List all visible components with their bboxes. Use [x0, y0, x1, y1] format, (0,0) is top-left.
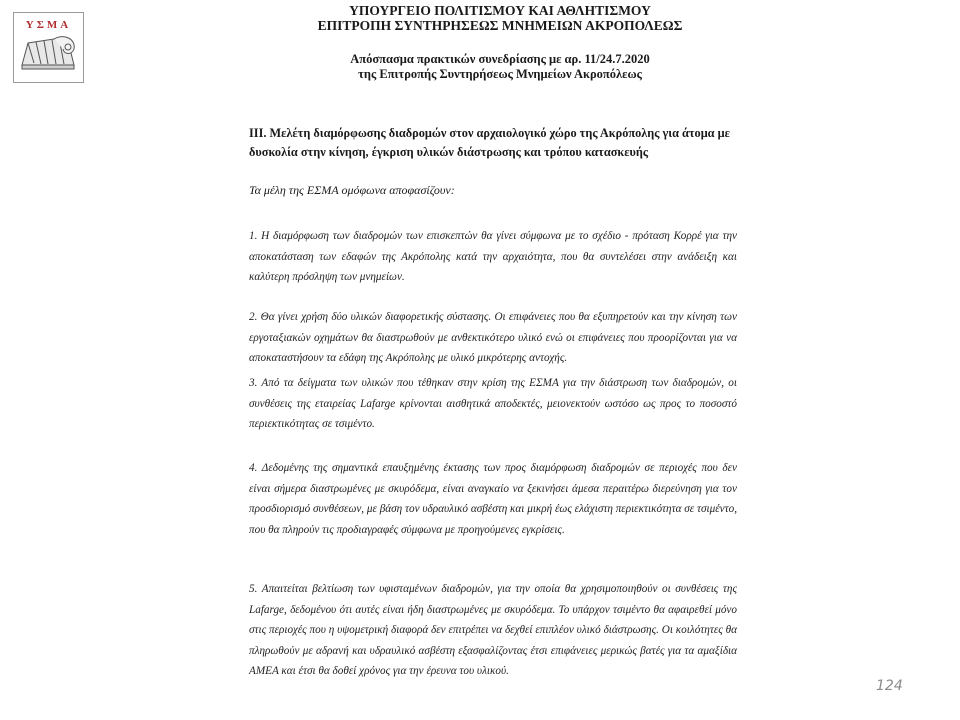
- decision-paragraph-1: 1. Η διαμόρφωση των διαδρομών των επισκεπτών θα γίνει σύμφωνα με το σχέδιο - πρόταση Κορρέ για την αποκατάσταση των εδαφών της Ακρόπολης κατά την αρχαιότητα, που θα συντελέσει στην ανάδειξη και καλύτερη πρόσληψη των μνημείων.: [249, 230, 737, 283]
- page-number: 124: [876, 678, 903, 694]
- ministry-heading: ΥΠΟΥΡΓΕΙΟ ΠΟΛΙΤΙΣΜΟΥ ΚΑΙ ΑΘΛΗΤΙΣΜΟΥ: [349, 3, 651, 18]
- committee-heading: ΕΠΙΤΡΟΠΗ ΣΥΝΤΗΡΗΣΕΩΣ ΜΝΗΜΕΙΩΝ ΑΚΡΟΠΟΛΕΩΣ: [317, 18, 683, 33]
- decision-paragraph-2: 2. Θα γίνει χρήση δύο υλικών διαφορετικής σύστασης. Οι επιφάνειες που θα εξυπηρετούν και την κίνηση των εργοταξιακών οχημάτων θα διαστρωθούν με ανθεκτικότερο υλικό ενώ οι επιφάνειες που προορίζονται για να αποκαταστήσουν τα εδάφη της Ακρόπολης με υλικό μικρότερης αντοχής.: [249, 311, 737, 364]
- section-title: ΙΙΙ. Μελέτη διαμόρφωσης διαδρομών στον αρχαιολογικό χώρο της Ακρόπολης για άτομα με δυσκολία στην κίνηση, έγκριση υλικών διάστρωσης και τρόπου κατασκευής: [249, 126, 730, 159]
- logo-text: ΥΣΜΑ: [25, 19, 72, 31]
- minutes-excerpt-subheading: της Επιτροπής Συντηρήσεως Μνημείων Ακροπόλεως: [358, 67, 642, 81]
- decision-paragraph-3: 3. Από τα δείγματα των υλικών που τέθηκαν στην κρίση της ΕΣΜΑ για την διάστρωση των διαδρομών, οι συνθέσεις της εταιρείας Lafarge κρίνονται αισθητικά αποδεκτές, μειονεκτούν ωστόσο ως προς το ποσοστό περιεκτικότητας σε τσιμέντο.: [249, 377, 737, 430]
- minutes-excerpt-heading: Απόσπασμα πρακτικών συνεδρίασης με αρ. 11/24.7.2020: [350, 52, 650, 66]
- decision-paragraph-5: 5. Απαιτείται βελτίωση των υφισταμένων διαδρομών, για την οποία θα χρησιμοποιηθούν οι συνθέσεις της Lafarge, δεδομένου ότι αυτές είναι ήδη διαστρωμένες με σκυρόδεμα. Το υπάρχον τσιμέντο θα αφαιρεθεί μόνο στις περιοχές που η υψομετρική διαφορά δεν επιτρέπει να δεχθεί επιπλέον υλικό διάστρωσης. Οι κοιλότητες θα πληρωθούν με αδρανή και υδραυλικό ασβέστη εξασφαλίζοντας έτσι επιφάνειες μερικώς βατές για τα αμαξίδια ΑΜΕΑ και έτσι θα δοθεί χρόνος για την έρευνα του υλικού.: [249, 583, 737, 677]
- decision-intro: Τα μέλη της ΕΣΜΑ ομόφωνα αποφασίζουν:: [249, 183, 455, 197]
- acropolis-column-capital-icon: [14, 13, 83, 82]
- ysma-logo: [13, 12, 84, 83]
- decision-paragraph-4: 4. Δεδομένης της σημαντικά επαυξημένης έκτασης των προς διαμόρφωση διαδρομών σε περιοχές που δεν είναι σήμερα διαστρωμένες με σκυρόδεμα, είναι αναγκαίο να ξεκινήσει άμεσα περαιτέρω διερεύνηση για τον προσδιορισμό συνθέσεων, με βάση τον υδραυλικό ασβέστη και μικρή έως ελάχιστη περιεκτικότητα σε τσιμέντο, που θα πληρούν τις προδιαγραφές σύμφωνα με προηγούμενες εγκρίσεις.: [249, 462, 737, 536]
